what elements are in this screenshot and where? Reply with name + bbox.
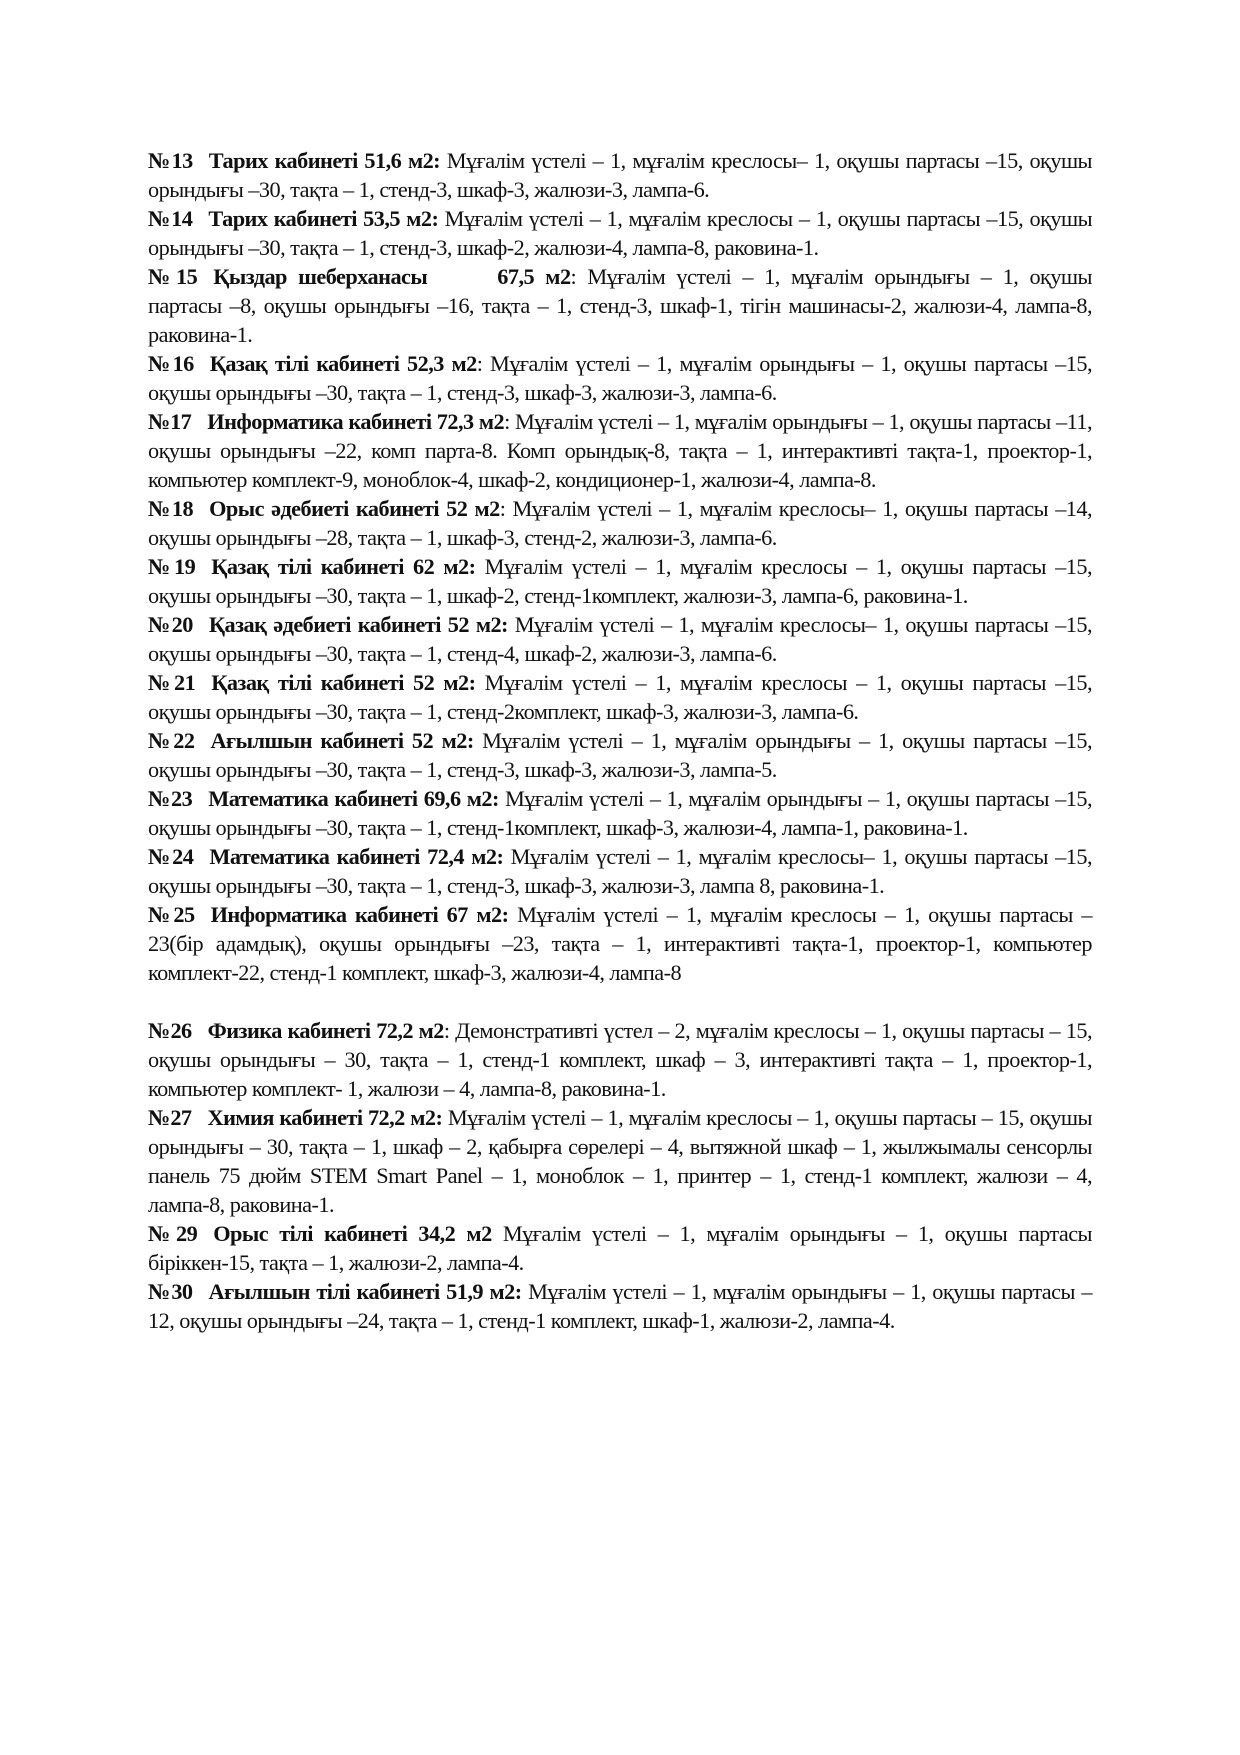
room-title: Орыс тілі кабинеті 34,2 м2 [213, 1221, 492, 1246]
room-entry-13 [148, 146, 1092, 204]
room-number: №30 [148, 1279, 193, 1304]
room-title: Информатика кабинеті 67 м2: [210, 902, 509, 927]
room-title: Қазақ тілі кабинеті 52,3 м2 [209, 351, 477, 376]
room-title: Математика кабинеті 69,6 м2: [208, 786, 499, 811]
room-number: №20 [148, 612, 193, 637]
room-title: Тарих кабинеті 53,5 м2: [208, 206, 439, 231]
room-equipment: Мұғалім үстелі – 1, мұғалім орындығы – 1, оқушы партасы –15, оқушы орындығы –30, тақта – 1, стенд-3, шкаф-3, жалюзи-3, лампа-5. [148, 728, 1092, 782]
document-page [148, 146, 1092, 1335]
room-number: №25 [148, 902, 195, 927]
room-entry-30 [148, 1277, 1092, 1335]
room-number: №18 [148, 496, 194, 521]
room-title: Қазақ тілі кабинеті 52 м2: [211, 670, 476, 695]
room-title: Химия кабинеті 72,2 м2: [207, 1105, 443, 1130]
room-entry-16 [148, 349, 1092, 407]
room-title: Ағылшын тілі кабинеті 51,9 м2: [208, 1279, 522, 1304]
room-entry-20 [148, 610, 1092, 668]
room-equipment: Мұғалім үстелі – 1, мұғалім орындығы – 1, оқушы партасы біріккен-15, тақта – 1, жалюзи-2, лампа-4. [148, 1221, 1092, 1275]
room-entry-19 [148, 552, 1092, 610]
room-equipment: Мұғалім үстелі – 1, мұғалім орындығы – 1, оқушы партасы –12, оқушы орындығы –24, тақта – 1, стенд-1 комплект, шкаф-1, жалюзи-2, лампа-4. [148, 1279, 1092, 1333]
room-entry-23 [148, 784, 1092, 842]
room-equipment: Мұғалім үстелі – 1, мұғалім орындығы – 1, оқушы партасы –15, оқушы орындығы –30, тақта – 1, стенд-1комплект, шкаф-3, жалюзи-4, лампа-1, раковина-1. [148, 786, 1092, 840]
room-title: Математика кабинеті 72,4 м2: [209, 844, 504, 869]
room-entry-24 [148, 842, 1092, 900]
room-equipment: Мұғалім үстелі – 1, мұғалім креслосы – 1, оқушы партасы –15, оқушы орындығы –30, тақта – 1, стенд-2комплект, шкаф-3, жалюзи-3, лампа-6. [148, 670, 1092, 724]
room-number: №16 [148, 351, 194, 376]
room-equipment: : Мұғалім үстелі – 1, мұғалім орындығы – 1, оқушы партасы –8, оқушы орындығы –16, тақта – 1, стенд-3, шкаф-1, тігін машинасы-2, жалюзи-4, лампа-8, раковина-1. [148, 264, 1092, 347]
room-equipment: Мұғалім үстелі – 1, мұғалім креслосы– 1, оқушы партасы –15, оқушы орындығы –30, тақта – 1, стенд-4, шкаф-2, жалюзи-3, лампа-6. [148, 612, 1092, 666]
room-equipment: : Демонстративті үстел – 2, мұғалім креслосы – 1, оқушы партасы – 15, оқушы орындығы – 30, тақта – 1, стенд-1 комплект, шкаф – 3, интерактивті тақта – 1, проектор-1, компьютер комплект- 1, жалюзи – 4, лампа-8, раковина-1. [148, 1018, 1093, 1101]
room-equipment: Мұғалім үстелі – 1, мұғалім креслосы – 1, оқушы партасы –15, оқушы орындығы –30, тақта – 1, шкаф-2, стенд-1комплект, жалюзи-3, лампа-6, раковина-1. [148, 554, 1092, 608]
room-number: №22 [148, 728, 195, 753]
room-number: №26 [148, 1018, 192, 1043]
room-title: Қазақ әдебиеті кабинеті 52 м2: [208, 612, 508, 637]
room-title: Физика кабинеті 72,2 м2 [207, 1018, 444, 1043]
room-title: Информатика кабинеті 72,3 м2 [207, 409, 505, 434]
room-number: №15 [148, 264, 198, 289]
room-entry-17 [148, 407, 1092, 494]
room-title: Қазақ тілі кабинеті 62 м2: [211, 554, 476, 579]
room-equipment: : Мұғалім үстелі – 1, мұғалім креслосы– 1, оқушы партасы –14, оқушы орындығы –28, тақта – 1, шкаф-3, стенд-2, жалюзи-3, лампа-6. [148, 496, 1093, 550]
room-entry-14 [148, 204, 1092, 262]
room-entry-22 [148, 726, 1092, 784]
room-equipment: : Мұғалім үстелі – 1, мұғалім орындығы – 1, оқушы партасы –15, оқушы орындығы –30, тақта – 1, стенд-3, шкаф-3, жалюзи-3, лампа-6. [148, 351, 1092, 405]
room-number: №27 [148, 1105, 192, 1130]
room-entry-21 [148, 668, 1092, 726]
room-equipment: Мұғалім үстелі – 1, мұғалім креслосы – 1, оқушы партасы –23(бір адамдық), оқушы орындығы –23, тақта – 1, интерактивті тақта-1, проектор-1, компьютер комплект-22, стенд-1 комплект, шкаф-3, жалюзи-4, лампа-8 [148, 902, 1092, 985]
room-number: №23 [148, 786, 193, 811]
room-entry-29 [148, 1219, 1092, 1277]
room-number: №29 [148, 1221, 198, 1246]
room-title: Тарих кабинеті 51,6 м2: [208, 148, 441, 173]
room-entry-18 [148, 494, 1092, 552]
room-number: №21 [148, 670, 196, 695]
room-entry-25 [148, 900, 1092, 987]
room-equipment: Мұғалім үстелі – 1, мұғалім креслосы– 1, оқушы партасы –15, оқушы орындығы –30, тақта – 1, стенд-3, шкаф-3, жалюзи-3, лампа-6. [148, 148, 1092, 202]
room-title: Ағылшын кабинеті 52 м2: [210, 728, 474, 753]
room-number: №19 [148, 554, 196, 579]
room-equipment: Мұғалім үстелі – 1, мұғалім креслосы – 1, оқушы партасы – 15, оқушы орындығы – 30, тақта – 1, шкаф – 2, қабырға сөрелері – 4, вытяжной шкаф – 1, жылжымалы сенсорлы панель 75 дюйм STEM Smart Panel – 1, моноблок – 1, принтер – 1, стенд-1 комплект, жалюзи – 4, лампа-8, раковина-1. [148, 1105, 1092, 1217]
room-number: №13 [148, 148, 193, 173]
room-equipment: : Мұғалім үстелі – 1, мұғалім орындығы – 1, оқушы партасы –11, оқушы орындығы –22, комп парта-8. Комп орындық-8, тақта – 1, интерактивті тақта-1, проектор-1, компьютер комплект-9, моноблок-4, шкаф-2, кондиционер-1, жалюзи-4, лампа-8. [148, 409, 1092, 492]
room-title: Қыздар шеберханасы [213, 264, 428, 289]
room-number: №14 [148, 206, 193, 231]
room-entry-15 [148, 262, 1092, 349]
room-equipment: Мұғалім үстелі – 1, мұғалім креслосы– 1, оқушы партасы –15, оқушы орындығы –30, тақта – 1, стенд-3, шкаф-3, жалюзи-3, лампа 8, раковина-1. [148, 844, 1092, 898]
room-area: 67,5 м2 [497, 264, 571, 289]
room-number: №17 [148, 409, 192, 434]
room-entry-27 [148, 1103, 1092, 1219]
room-entry-26 [148, 1016, 1092, 1103]
room-equipment: Мұғалім үстелі – 1, мұғалім креслосы – 1, оқушы партасы –15, оқушы орындығы –30, тақта – 1, стенд-3, шкаф-2, жалюзи-4, лампа-8, раковина-1. [148, 206, 1093, 260]
room-number: №24 [148, 844, 194, 869]
room-title: Орыс әдебиеті кабинеті 52 м2 [209, 496, 500, 521]
